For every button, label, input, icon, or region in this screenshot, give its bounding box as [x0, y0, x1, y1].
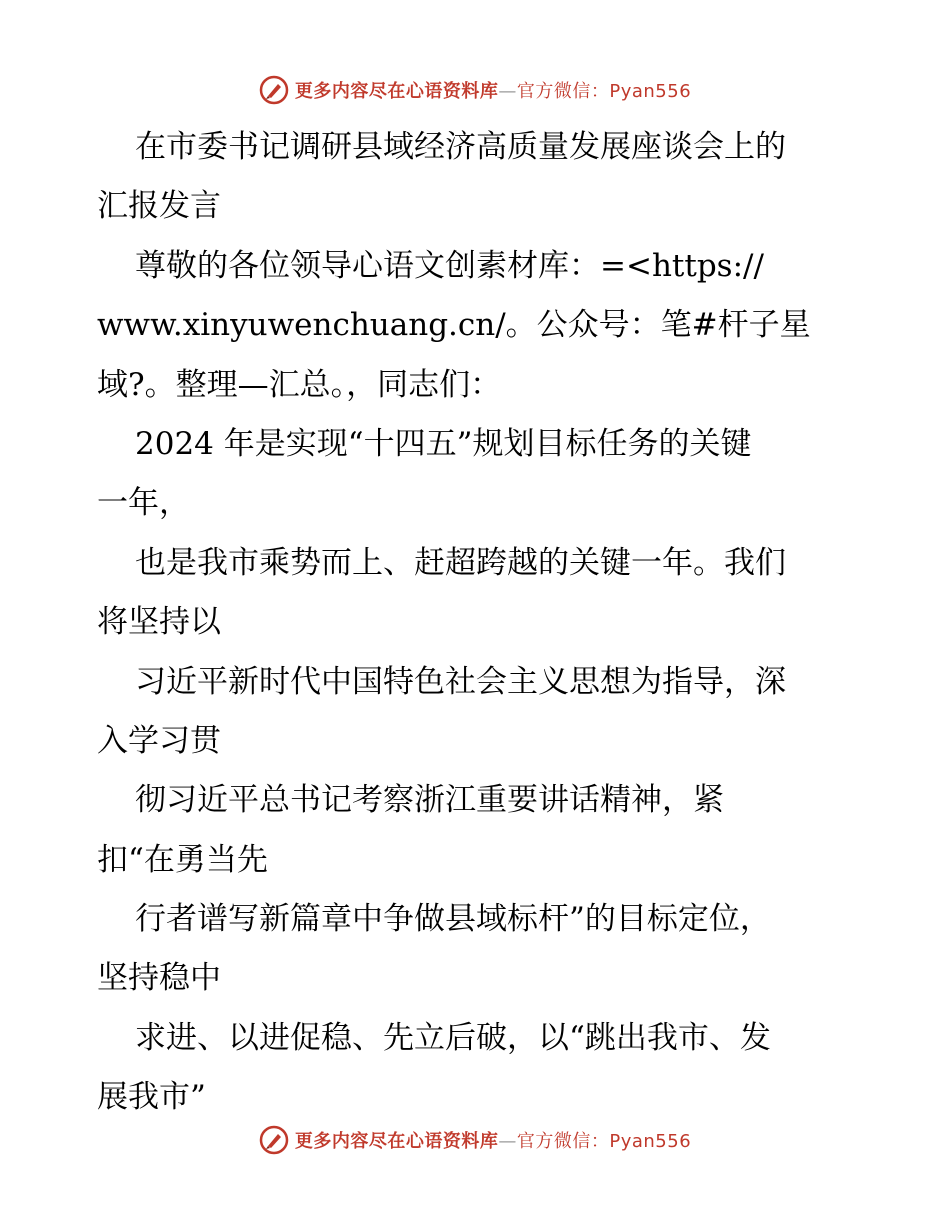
banner-main-text: 更多内容尽在心语资料库 — [294, 81, 499, 102]
footer-banner-inner — [259, 1125, 691, 1155]
text-line: 尊敬的各位领导心语文创素材库：=<https:// — [135, 247, 764, 284]
text-line: 扣“在勇当先 — [97, 841, 268, 878]
banner-separator: — — [498, 1131, 517, 1152]
pen-nib-logo-icon — [259, 75, 289, 105]
header-banner — [0, 70, 950, 110]
banner-wechat-id: Pyan556 — [609, 81, 692, 102]
text-line: 入学习贯 — [97, 722, 221, 759]
text-line: 彻习近平总书记考察浙江重要讲话精神，紧 — [135, 782, 724, 819]
text-line: 2024 年是实现“十四五”规划目标任务的关键 — [135, 425, 752, 462]
text-line: 行者谱写新篇章中争做县域标杆”的目标定位， — [135, 901, 771, 938]
document-body — [97, 118, 857, 1128]
text-line: 习近平新时代中国特色社会主义思想为指导，深 — [135, 663, 786, 700]
banner-text — [295, 77, 691, 103]
text-line: 汇报发言 — [97, 188, 221, 225]
text-line: 在市委书记调研县域经济高质量发展座谈会上的 — [135, 129, 786, 165]
banner-main-text: 更多内容尽在心语资料库 — [294, 1131, 499, 1152]
footer-banner — [0, 1120, 950, 1160]
banner-wechat-label: 官方微信： — [516, 1131, 610, 1152]
pen-nib-logo-icon — [259, 1125, 289, 1155]
text-line: www.xinyuwenchuang.cn/。公众号：笔#杆子星 — [97, 307, 811, 344]
text-line: 域?。整理—汇总。，同志们： — [97, 366, 502, 403]
text-line: 求进、以进促稳、先立后破，以“跳出我市、发 — [135, 1019, 771, 1056]
banner-wechat-id: Pyan556 — [609, 1131, 692, 1152]
text-line: 一年， — [97, 485, 190, 522]
banner-wechat-label: 官方微信： — [516, 81, 610, 102]
text-line: 展我市” — [97, 1079, 206, 1116]
text-line: 将坚持以 — [97, 604, 221, 641]
text-line: 坚持稳中 — [97, 960, 221, 997]
banner-separator: — — [498, 81, 517, 102]
banner-text — [295, 1127, 691, 1153]
text-line: 也是我市乘势而上、赶超跨越的关键一年。我们 — [135, 544, 786, 581]
header-banner-inner — [259, 75, 691, 105]
